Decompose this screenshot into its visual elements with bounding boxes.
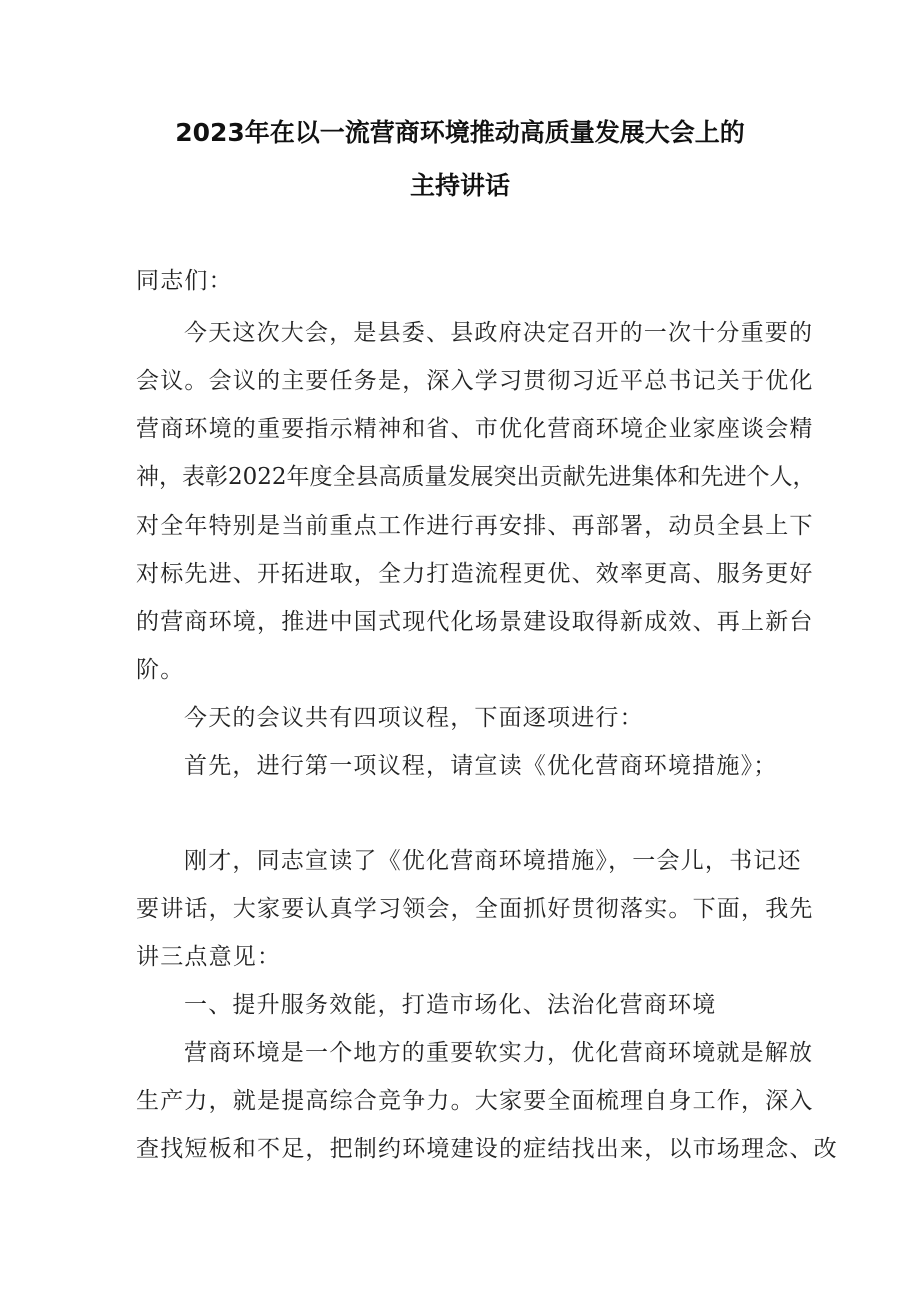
paragraph-line: 今天这次大会，是县委、县政府决定召开的一次十分重要的	[184, 320, 814, 346]
document-title-line-1: 2023年在以一流营商环境推动高质量发展大会上的	[175, 118, 745, 147]
paragraph-line: 对标先进、开拓进取，全力打造流程更优、效率更高、服务更好	[136, 561, 814, 587]
salutation: 同志们：	[136, 268, 233, 294]
paragraph-line: 要讲话，大家要认真学习领会，全面抓好贯彻落实。下面，我先	[136, 896, 814, 922]
paragraph-line: 的营商环境，推进中国式现代化场景建设取得新成效、再上新台	[136, 609, 814, 635]
paragraph-line: 首先，进行第一项议程，请宣读《优化营商环境措施》；	[184, 753, 778, 779]
paragraph-line: 对全年特别是当前重点工作进行再安排、再部署，动员全县上下	[136, 513, 814, 539]
paragraph-line: 营商环境的重要指示精神和省、市优化营商环境企业家座谈会精	[136, 416, 814, 442]
section-heading: 一、提升服务效能，打造市场化、法治化营商环境	[184, 992, 717, 1018]
paragraph-line: 刚才，同志宣读了《优化营商环境措施》，一会儿，书记还	[184, 848, 802, 874]
document-title-line-2: 主持讲话	[409, 171, 510, 200]
paragraph-line: 今天的会议共有四项议程，下面逐项进行：	[184, 705, 644, 731]
paragraph-line: 营商环境是一个地方的重要软实力，优化营商环境就是解放	[184, 1040, 814, 1066]
paragraph-line: 查找短板和不足，把制约环境建设的症结找出来，以市场理念、改	[136, 1136, 838, 1162]
paragraph-line: 会议。会议的主要任务是，深入学习贯彻习近平总书记关于优化	[136, 368, 814, 394]
paragraph-line: 神，表彰2022年度全县高质量发展突出贡献先进集体和先进个人，	[136, 464, 816, 490]
paragraph-line: 讲三点意见：	[136, 944, 282, 970]
paragraph-line: 生产力，就是提高综合竞争力。大家要全面梳理自身工作，深入	[136, 1088, 814, 1114]
paragraph-line: 阶。	[136, 657, 185, 683]
